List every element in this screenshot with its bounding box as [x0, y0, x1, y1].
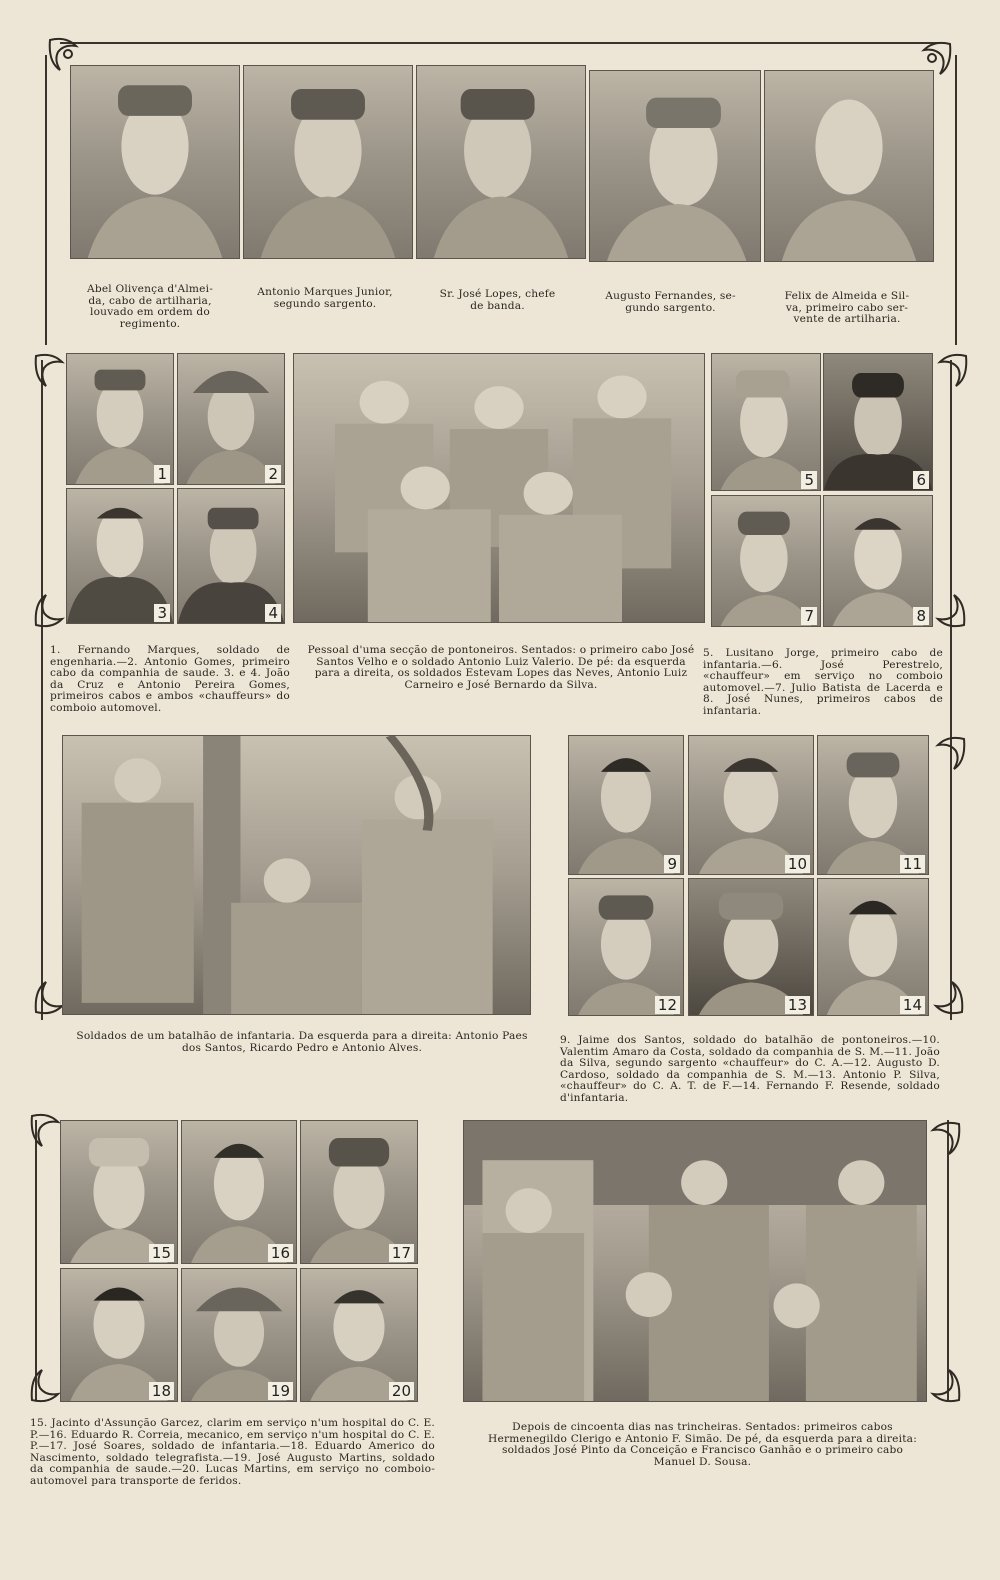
photo-number: 8 [913, 607, 929, 625]
caption-felix-de-almeida: Felix de Almeida e Sil- va, primeiro cabo ser- vente de artilharia. [784, 290, 910, 326]
portrait-photo-9 [568, 735, 684, 875]
portrait-photo [243, 65, 413, 259]
portrait-photo [70, 65, 240, 259]
portrait-photo [589, 70, 761, 262]
caption-augusto-fernandes: Augusto Fernandes, se- gundo sargento. [605, 290, 736, 314]
group-photo-infantaria [62, 735, 531, 1015]
portrait-photo-12 [568, 878, 684, 1016]
photo-number: 19 [268, 1382, 293, 1400]
ornament-icon [932, 352, 970, 396]
photo-number: 4 [265, 604, 281, 622]
frame-left-rule-3 [35, 1120, 37, 1400]
ornament-icon [928, 972, 966, 1016]
caption-antonio-marques-junior: Antonio Marques Junior, segundo sargento. [257, 286, 393, 310]
photo-number: 14 [900, 996, 925, 1014]
portrait-photo-20 [300, 1268, 418, 1402]
photo-number: 7 [801, 607, 817, 625]
portrait-photo-15 [60, 1120, 178, 1264]
photo-number: 16 [268, 1244, 293, 1262]
portrait-photo-1 [66, 353, 174, 485]
caption-row3-right: 9. Jaime dos Santos, soldado do batalhão de pontoneiros.—10. Valentim Amaro da Costa, soldado da companhia de S. M.—11. João da Silva, segundo sargento «chauffeur» do C. A.—12. Augusto D. Cardoso, soldado da companhia de S. M.—13. Antonio P. Silva, «chauffeur» do C. A. T. de F.—14. Fernando F. Resende, soldado d'infantaria. [560, 1034, 940, 1104]
photo-number: 11 [900, 855, 925, 873]
ornament-icon [32, 352, 70, 396]
caption-row4-left: 15. Jacinto d'Assunção Garcez, clarim em serviço n'um hospital do C. E. P.—16. Eduardo R. Correia, mecanico, em serviço n'um hospital do C. E. P.—17. José Soares, soldado de infantaria.—18. Eduardo Americo do Nascimento, soldado telegrafista.—19. José Augusto Martins, soldado da companhia de saude.—20. Lucas Martins, em serviço no comboio-automovel para transporte de feridos. [30, 1417, 435, 1487]
caption-row2-right: 5. Lusitano Jorge, primeiro cabo de infantaria.—6. José Perestrelo, «chauffeur» em serviço no comboio automovel.—7. Julio Batista de Lacerda e 8. José Nunes, primeiros cabos de infantaria. [703, 647, 943, 717]
frame-left-rule [45, 55, 47, 345]
portrait-photo-11 [817, 735, 929, 875]
photo-number: 9 [664, 855, 680, 873]
frame-right-rule-2 [950, 360, 952, 1020]
caption-row2-center: Pessoal d'uma secção de pontoneiros. Sentados: o primeiro cabo José Santos Velho e o soldado Antonio Luiz Valerio. De pé: da esquerda para a direita, os soldados Estevam Lopes das Neves, Antonio Luiz Carneiro e José Bernardo da Silva. [307, 644, 695, 691]
portrait-photo-10 [688, 735, 814, 875]
ornament-icon [925, 1360, 963, 1404]
frame-right-rule [955, 55, 957, 345]
caption-row3-left: Soldados de um batalhão de infantaria. Da esquerda para a direita: Antonio Paes dos Santos, Ricardo Pedro e Antonio Alves. [76, 1030, 528, 1054]
portrait-photo [416, 65, 586, 259]
photo-number: 3 [154, 604, 170, 622]
group-photo-trincheiras [463, 1120, 927, 1402]
frame-left-rule-2 [41, 360, 43, 1020]
caption-jose-lopes: Sr. José Lopes, chefe de banda. [439, 288, 556, 312]
photo-number: 15 [149, 1244, 174, 1262]
photo-number: 20 [389, 1382, 414, 1400]
ornament-icon [32, 585, 70, 629]
portrait-photo-7 [711, 495, 821, 627]
ornament-icon [930, 585, 968, 629]
portrait-photo-4 [177, 488, 285, 624]
portrait-photo-17 [300, 1120, 418, 1264]
portrait-photo-14 [817, 878, 929, 1016]
caption-abel-olivenca: Abel Olivença d'Almei- da, cabo de artilharia, louvado em ordem do regimento. [86, 283, 214, 330]
frame-top-rule [60, 42, 940, 44]
portrait-photo-3 [66, 488, 174, 624]
photo-number: 17 [389, 1244, 414, 1262]
group-photo-pontoneiros [293, 353, 705, 623]
photo-number: 12 [655, 996, 680, 1014]
portrait-photo-6 [823, 353, 933, 491]
photo-number: 10 [785, 855, 810, 873]
portrait-photo-18 [60, 1268, 178, 1402]
ornament-icon [930, 735, 968, 779]
photo-number: 18 [149, 1382, 174, 1400]
photo-number: 1 [154, 465, 170, 483]
portrait-photo [764, 70, 934, 262]
caption-row2-left: 1. Fernando Marques, soldado de engenharia.—2. Antonio Gomes, primeiro cabo da companhia de saude. 3. e 4. João da Cruz e Antonio Pereira Gomes, primeiros cabos e ambos «chauffeurs» do comboio automovel. [50, 644, 290, 714]
photo-number: 5 [801, 471, 817, 489]
ornament-icon [925, 1120, 963, 1164]
portrait-photo-8 [823, 495, 933, 627]
photo-number: 2 [265, 465, 281, 483]
portrait-photo-19 [181, 1268, 297, 1402]
portrait-photo-13 [688, 878, 814, 1016]
portrait-photo-2 [177, 353, 285, 485]
portrait-photo-5 [711, 353, 821, 491]
portrait-photo-16 [181, 1120, 297, 1264]
caption-row4-right: Depois de cincoenta dias nas trincheiras. Sentados: primeiros cabos Hermenegildo Clerigo e Antonio F. Simão. De pé, da esquerda para a direita: soldados José Pinto da Conceição e Francisco Ganhão e o primeiro cabo Manuel D. Sousa. [488, 1421, 917, 1468]
photo-number: 13 [785, 996, 810, 1014]
photo-number: 6 [913, 471, 929, 489]
